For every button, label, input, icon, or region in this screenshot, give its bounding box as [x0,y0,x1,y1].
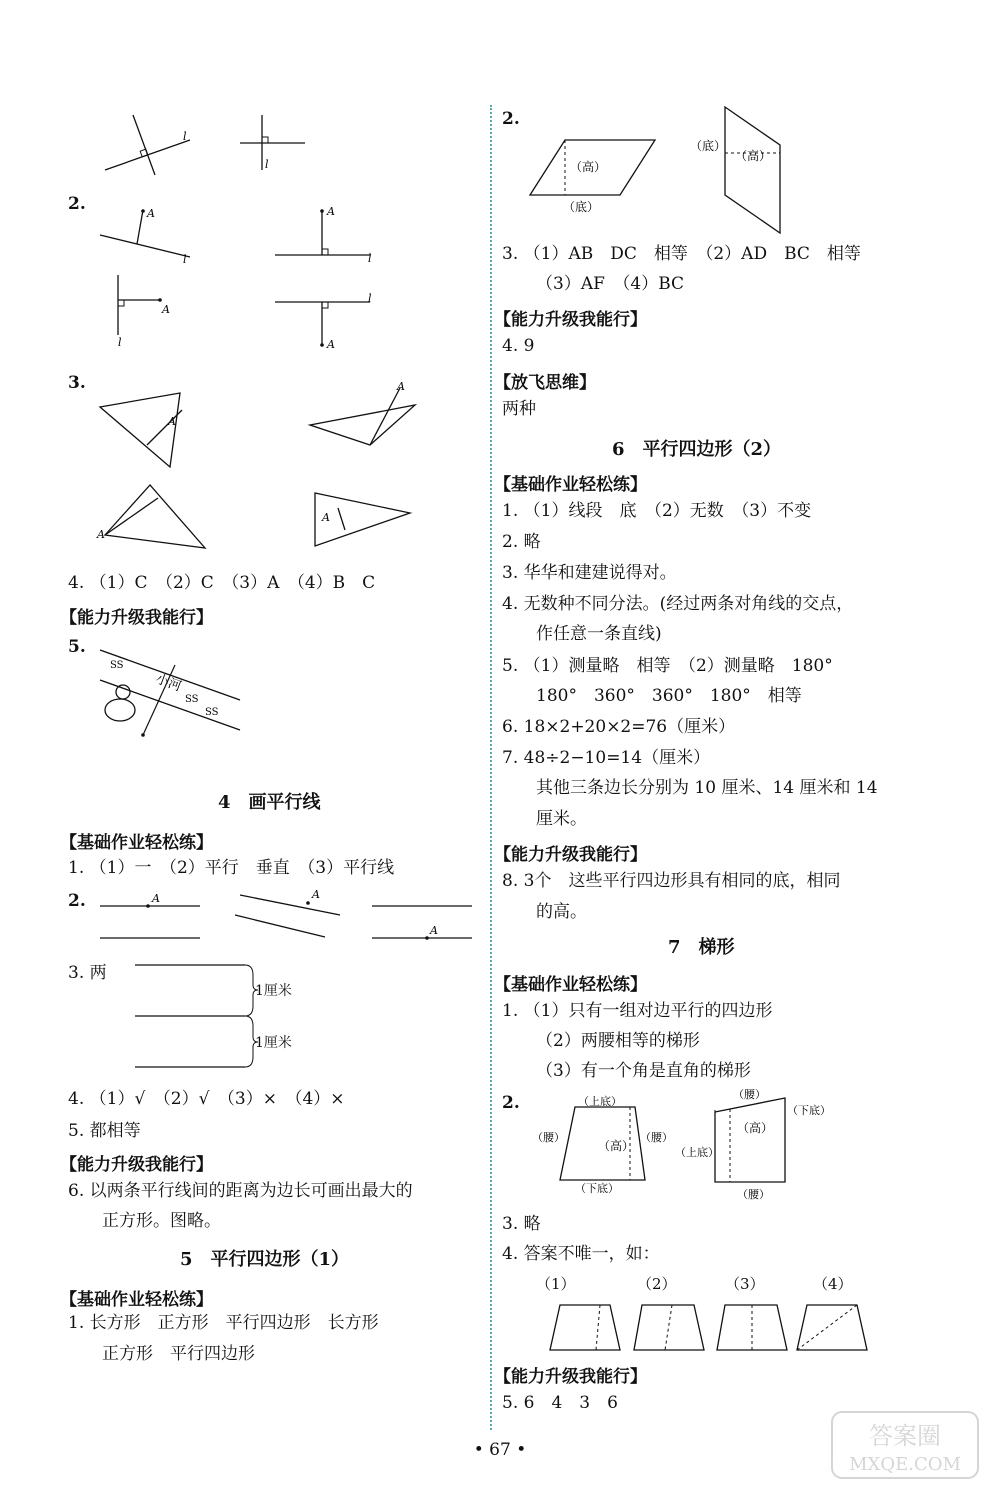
section-title-7: 7 梯形 [668,937,735,958]
r-q3-line1: 3. （1）AB DC 相等 （2）AD BC 相等 [502,244,861,264]
c6-q4-line1: 4. 无数种不同分法。(经过两条对角线的交点， [502,594,854,614]
section-basic-7: 【基础作业轻松练】 [494,975,647,995]
shangdi-label-2: （上底） [675,1146,719,1159]
figure-parallel-c [372,890,482,945]
c6-q7-line1: 7. 48÷2−10=14（厘米） [502,748,711,768]
figure-q2-b [270,205,380,265]
di-label-2: （底） [690,139,727,153]
figure-perpendicular-1 [95,110,205,180]
gao-label-4: （高） [737,1121,774,1135]
c7-q3: 3. 略 [502,1214,541,1234]
figure-trapezoid-right [675,1090,835,1205]
svg-text:A: A [97,528,105,541]
option-2: （2） [637,1275,677,1293]
c6-q8-line1: 8. 3个 这些平行四边形具有相同的底，相同 [502,871,841,891]
duck-icon [105,699,135,721]
svg-text:A: A [322,511,330,524]
svg-text:MXQE.COM: MXQE.COM [849,1454,961,1475]
c6-q7-line3: 厘米。 [536,809,587,829]
figure-parallelogram-1 [525,135,665,215]
c6-q3: 3. 华华和建建说得对。 [502,563,677,583]
svg-text:l: l [183,253,187,266]
right-q2-label: 2. [502,109,520,129]
c7-q5: 5. 6 4 3 6 [502,1393,618,1413]
option-1: （1） [536,1275,576,1293]
section-ability-7: 【能力升级我能行】 [494,1367,647,1387]
svg-text:SS: SS [185,694,199,705]
column-divider [490,105,492,1430]
left-q2-label: 2. [68,194,86,214]
svg-text:SS: SS [110,660,124,671]
river-label: 小河 [153,671,184,695]
c6-q5-line2: 180° 360° 360° 180° 相等 [536,686,802,706]
svg-text:A: A [168,415,176,428]
c6-q8-line2: 的高。 [536,902,587,922]
c6-q4-line2: 作任意一条直线) [536,624,662,644]
figure-q3-c [95,480,215,555]
figure-parallel-a [100,890,210,945]
left-q5-label: 5. [68,637,86,657]
section-ability-6: 【能力升级我能行】 [494,845,647,865]
c7-q1-line2: （2）两腰相等的梯形 [536,1031,700,1051]
section-ability-4: 【能力升级我能行】 [60,1155,213,1175]
gao-label-2: （高） [735,149,772,163]
yao-label-2: （腰） [640,1131,673,1144]
section-ability-1: 【能力升级我能行】 [60,608,213,628]
figure-q2-a [95,205,205,265]
svg-text:A: A [147,207,155,220]
c7-q1-line1: 1. （1）只有一组对边平行的四边形 [502,1001,773,1021]
page-number: • 67 • [473,1440,527,1460]
section-basic-6: 【基础作业轻松练】 [494,475,647,495]
c5-q1-line2: 正方形 平行四边形 [102,1344,255,1364]
svg-text:l: l [118,336,122,349]
c4-q6-line1: 6. 以两条平行线间的距离为边长可画出最大的 [68,1181,413,1201]
c6-q1: 1. （1）线段 底 （2）无数 （3）不变 [502,501,812,521]
figure-q2-d [270,290,380,350]
svg-text:答案圈: 答案圈 [869,1422,941,1450]
section-title-4: 4 画平行线 [218,792,321,813]
c4-q5: 5. 都相等 [68,1121,141,1141]
figure-trapezoid-split-1 [548,1300,628,1355]
c4-q6-line2: 正方形。图略。 [102,1211,221,1231]
figure-trapezoid-split-4 [795,1300,875,1355]
svg-text:A: A [162,303,170,316]
cm-label-1: 1厘米 [255,983,292,999]
svg-text:SS: SS [205,707,219,718]
section-basic-5: 【基础作业轻松练】 [60,1290,213,1310]
section-title-6: 6 平行四边形（2） [612,439,782,460]
svg-text:A: A [430,924,438,937]
figure-trapezoid-split-3 [715,1300,795,1355]
c4-q2-label: 2. [68,891,86,911]
gao-label-1: （高） [570,160,607,174]
xiadi-label-2: （下底） [787,1104,831,1117]
figure-perpendicular-2 [235,110,315,180]
svg-text:A: A [327,338,335,351]
r-q4: 4. 9 [502,336,535,356]
svg-text:A: A [327,205,335,218]
c7-q1-line3: （3）有一个角是直角的梯形 [536,1061,751,1081]
r-q3-line2: （3）AF （4）BC [536,274,685,294]
figure-q3-a [95,385,215,475]
figure-trapezoid-isosceles [530,1095,680,1195]
c7-q4: 4. 答案不唯一，如： [502,1244,660,1264]
left-q4: 4. （1）C （2）C （3）A （4）B C [68,573,376,593]
yao-label-1: （腰） [532,1131,565,1144]
option-4: （4） [813,1275,853,1293]
fly-answer: 两种 [502,399,536,419]
figure-river-duck [95,640,245,740]
c6-q6: 6. 18×2+20×2=76（厘米） [502,717,736,737]
c7-q2-label: 2. [502,1093,520,1113]
xiadi-label-1: （下底） [575,1182,619,1195]
watermark-logo [830,1410,980,1480]
cm-label-2: 1厘米 [255,1035,292,1051]
section-basic-4: 【基础作业轻松练】 [60,833,213,853]
c6-q5-line1: 5. （1）测量略 相等 （2）测量略 180° [502,656,833,676]
section-fly-thinking: 【放飞思维】 [494,373,596,393]
c6-q7-line2: 其他三条边长分别为 10 厘米、14 厘米和 14 [536,778,878,798]
c4-q1: 1. （1）一 （2）平行 垂直 （3）平行线 [68,858,395,878]
shangdi-label-1: （上底） [578,1095,622,1108]
section-title-5: 5 平行四边形（1） [180,1249,350,1270]
yao-label-3: （腰） [733,1088,766,1101]
svg-text:l: l [183,130,187,143]
gao-label-3: （高） [598,1139,635,1153]
yao-label-4: （腰） [737,1188,770,1201]
figure-parallel-b [235,885,345,945]
figure-three-parallels [135,960,305,1075]
figure-trapezoid-split-2 [632,1300,712,1355]
c5-q1-line1: 1. 长方形 正方形 平行四边形 长方形 [68,1313,379,1333]
c4-q4: 4. （1）√ （2）√ （3）× （4）× [68,1089,345,1109]
figure-q2-c [110,270,190,349]
c6-q2: 2. 略 [502,532,541,552]
svg-text:l: l [368,252,372,265]
svg-text:A: A [152,892,160,905]
svg-text:l: l [265,158,269,171]
figure-q3-d [310,488,420,553]
figure-parallelogram-2 [690,105,810,240]
option-3: （3） [725,1275,765,1293]
section-ability-5: 【能力升级我能行】 [494,310,647,330]
left-q3-label: 3. [68,373,86,393]
svg-text:A: A [397,380,405,393]
di-label-1: （底） [563,200,600,214]
figure-q3-b [305,380,425,450]
svg-text:A: A [312,888,320,901]
c4-q3: 3. 两 [68,963,107,983]
svg-text:l: l [368,292,372,305]
